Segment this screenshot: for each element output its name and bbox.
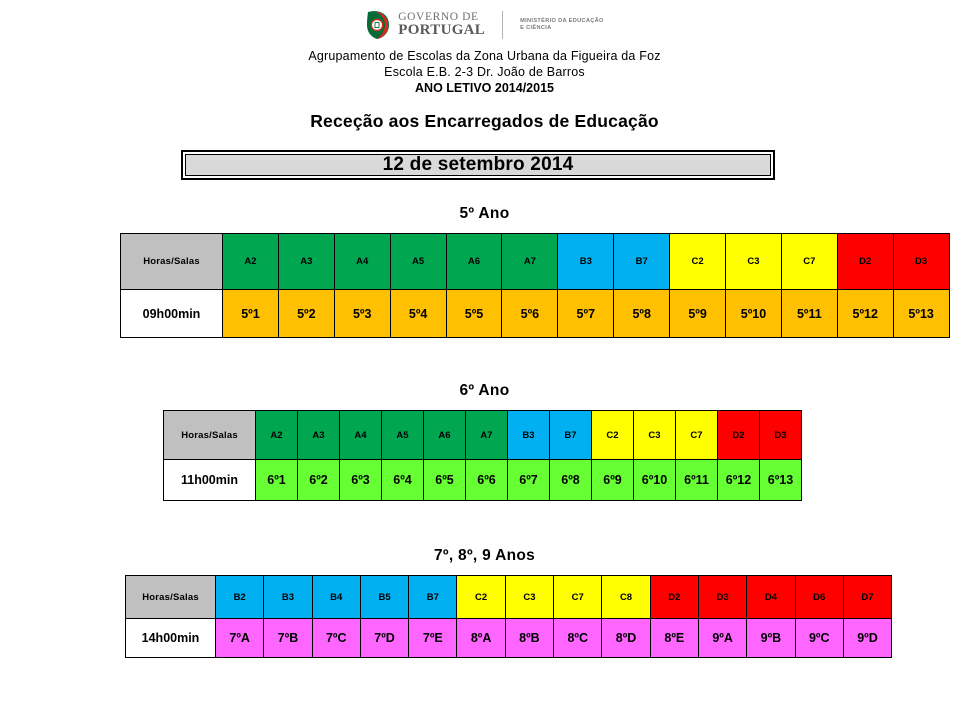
- hours-salas-header: Horas/Salas: [121, 234, 223, 290]
- room-cell: D4: [747, 576, 795, 619]
- time-cell: 11h00min: [164, 460, 256, 501]
- time-cell: 09h00min: [121, 290, 223, 338]
- room-cell: C7: [676, 411, 718, 460]
- class-cell: 5º7: [558, 290, 614, 338]
- class-cell: 7ºD: [360, 619, 408, 658]
- class-cell: 6º12: [718, 460, 760, 501]
- class-cell: 5º13: [893, 290, 949, 338]
- room-cell: D2: [837, 234, 893, 290]
- table-row-rooms: [126, 576, 892, 619]
- time-cell: 14h00min: [126, 619, 216, 658]
- class-cell: 6º9: [592, 460, 634, 501]
- class-cell: 6º7: [508, 460, 550, 501]
- room-cell: B7: [409, 576, 457, 619]
- table-row-classes: [121, 290, 950, 338]
- section-title: 5º Ano: [459, 205, 510, 222]
- class-cell: 6º11: [676, 460, 718, 501]
- class-cell: 6º4: [382, 460, 424, 501]
- room-cell: C2: [670, 234, 726, 290]
- class-cell: 8ºE: [650, 619, 698, 658]
- room-cell: C7: [554, 576, 602, 619]
- school-name: Escola E.B. 2-3 Dr. João de Barros: [384, 65, 585, 79]
- room-cell: D7: [843, 576, 891, 619]
- class-cell: 5º3: [334, 290, 390, 338]
- table-row-classes: [164, 460, 802, 501]
- section-6-ano: [0, 382, 969, 501]
- ministry-line-1: MINISTÉRIO DA EDUCAÇÃO: [520, 18, 604, 25]
- room-cell: C3: [634, 411, 676, 460]
- page-title: Receção aos Encarregados de Educação: [310, 111, 659, 131]
- class-cell: 8ºA: [457, 619, 505, 658]
- class-cell: 5º4: [390, 290, 446, 338]
- class-cell: 7ºB: [264, 619, 312, 658]
- class-cell: 8ºB: [505, 619, 553, 658]
- room-cell: D3: [893, 234, 949, 290]
- room-cell: A7: [466, 411, 508, 460]
- government-wordmark: [398, 12, 485, 39]
- section-title: 6º Ano: [459, 382, 510, 399]
- class-cell: 6º2: [298, 460, 340, 501]
- school-group-name: Agrupamento de Escolas da Zona Urbana da Figueira da Foz: [308, 49, 661, 63]
- class-cell: 5º5: [446, 290, 502, 338]
- government-logo: [365, 10, 604, 40]
- schedule-table-5-ano: [120, 233, 950, 338]
- room-cell: D3: [698, 576, 746, 619]
- schedule-table-6-ano: [163, 410, 802, 501]
- masthead: [0, 0, 969, 42]
- class-cell: 6º1: [256, 460, 298, 501]
- room-cell: A6: [446, 234, 502, 290]
- room-cell: C3: [505, 576, 553, 619]
- date-banner-text: 12 de setembro 2014: [185, 154, 771, 176]
- class-cell: 6º13: [760, 460, 802, 501]
- class-cell: 5º12: [837, 290, 893, 338]
- class-cell: 5º1: [223, 290, 279, 338]
- class-cell: 6º6: [466, 460, 508, 501]
- class-cell: 7ºE: [409, 619, 457, 658]
- room-cell: A2: [223, 234, 279, 290]
- gov-line-1: GOVERNO DE: [398, 10, 479, 23]
- schedule-table-7-8-9-anos: [125, 575, 892, 658]
- class-cell: 5º10: [726, 290, 782, 338]
- room-cell: D3: [760, 411, 802, 460]
- hours-salas-header: Horas/Salas: [164, 411, 256, 460]
- room-cell: B3: [264, 576, 312, 619]
- class-cell: 6º8: [550, 460, 592, 501]
- section-7-8-9-anos: [0, 547, 969, 658]
- school-heading: [0, 48, 969, 97]
- room-cell: B4: [312, 576, 360, 619]
- room-cell: A7: [502, 234, 558, 290]
- gov-line-2: PORTUGAL: [398, 22, 486, 39]
- room-cell: D6: [795, 576, 843, 619]
- section-title: 7º, 8º, 9 Anos: [433, 547, 536, 564]
- room-cell: A5: [390, 234, 446, 290]
- class-cell: 5º2: [278, 290, 334, 338]
- room-cell: B3: [558, 234, 614, 290]
- room-cell: D2: [718, 411, 760, 460]
- ministry-wordmark: [520, 18, 604, 32]
- room-cell: A4: [340, 411, 382, 460]
- room-cell: C8: [602, 576, 650, 619]
- room-cell: B2: [216, 576, 264, 619]
- room-cell: B7: [614, 234, 670, 290]
- class-cell: 6º10: [634, 460, 676, 501]
- room-cell: C7: [781, 234, 837, 290]
- room-cell: C2: [592, 411, 634, 460]
- class-cell: 9ºD: [843, 619, 891, 658]
- room-cell: A2: [256, 411, 298, 460]
- date-banner: [181, 150, 775, 180]
- portugal-shield-icon: [365, 10, 391, 40]
- class-cell: 5º6: [502, 290, 558, 338]
- room-cell: A6: [424, 411, 466, 460]
- class-cell: 5º9: [670, 290, 726, 338]
- school-year: ANO LETIVO 2014/2015: [415, 81, 554, 95]
- class-cell: 6º5: [424, 460, 466, 501]
- class-cell: 8ºD: [602, 619, 650, 658]
- room-cell: A3: [298, 411, 340, 460]
- class-cell: 6º3: [340, 460, 382, 501]
- class-cell: 9ºC: [795, 619, 843, 658]
- logo-divider: [502, 11, 503, 39]
- room-cell: A4: [334, 234, 390, 290]
- room-cell: D2: [650, 576, 698, 619]
- class-cell: 7ºA: [216, 619, 264, 658]
- class-cell: 8ºC: [554, 619, 602, 658]
- class-cell: 5º8: [614, 290, 670, 338]
- room-cell: B7: [550, 411, 592, 460]
- class-cell: 9ºA: [698, 619, 746, 658]
- room-cell: C2: [457, 576, 505, 619]
- class-cell: 7ºC: [312, 619, 360, 658]
- room-cell: C3: [726, 234, 782, 290]
- table-row-classes: [126, 619, 892, 658]
- room-cell: A5: [382, 411, 424, 460]
- table-row-rooms: [121, 234, 950, 290]
- class-cell: 5º11: [781, 290, 837, 338]
- hours-salas-header: Horas/Salas: [126, 576, 216, 619]
- table-row-rooms: [164, 411, 802, 460]
- ministry-line-2: E CIÊNCIA: [520, 25, 552, 31]
- section-5-ano: [0, 205, 969, 338]
- room-cell: A3: [278, 234, 334, 290]
- room-cell: B5: [360, 576, 408, 619]
- class-cell: 9ºB: [747, 619, 795, 658]
- room-cell: B3: [508, 411, 550, 460]
